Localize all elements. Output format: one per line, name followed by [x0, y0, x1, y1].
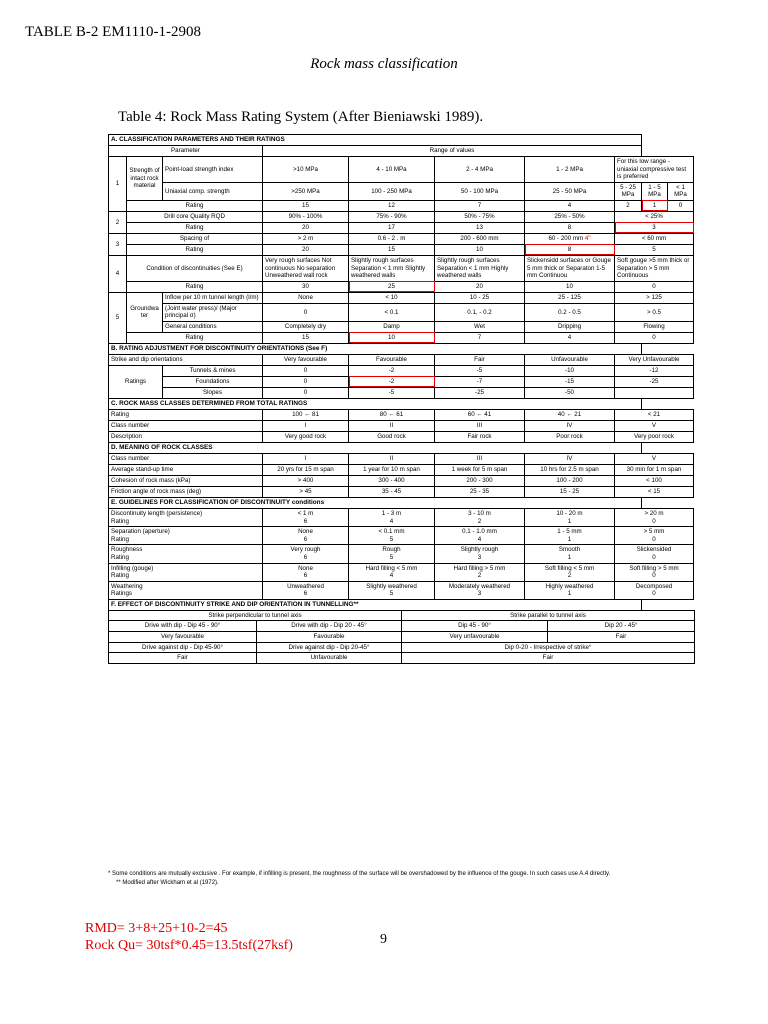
table-cell: >250 MPa: [263, 182, 349, 200]
table-cell: Very favourable: [263, 354, 349, 365]
table-cell: III: [435, 453, 525, 464]
table-cell: Very rough surfaces Not continuous No separation Unweathered wall rock: [263, 255, 349, 281]
table-row: [109, 409, 694, 420]
table-cell: 17: [349, 222, 435, 233]
table-cell: Slightly rough 3: [435, 545, 525, 563]
table-cell: -2: [349, 376, 435, 387]
table-cell: Rating: [127, 281, 263, 292]
table-cell: Foundations: [163, 376, 263, 387]
table-cell: Very good rock: [263, 431, 349, 442]
table-cell: II: [349, 453, 435, 464]
table-cell: Strength of intact rock material: [127, 157, 163, 201]
table-cell: Range of values: [263, 146, 642, 157]
table-cell: 10 - 25: [435, 292, 525, 303]
table-cell: Slickensidd surfaces or Gouge 5 mm thick or Separaton 1-5 mm Continuou: [525, 255, 615, 281]
table-cell: Slightly rough surfaces Separation < 1 mm Highly weathered walls: [435, 255, 525, 281]
table-cell: Dripping: [525, 321, 615, 332]
table-cell: 2 - 4 MPa: [435, 157, 525, 183]
table-cell: Fair rock: [435, 431, 525, 442]
table-cell: > 125: [615, 292, 694, 303]
table-cell: < 0.1: [349, 303, 435, 321]
table-cell: 10 hrs for 2.5 m span: [525, 464, 615, 475]
table-cell: -50: [525, 387, 615, 398]
table-cell: 4 - 10 MPa: [349, 157, 435, 183]
table-cell: 1: [642, 200, 668, 211]
table-row: [109, 365, 694, 376]
table-row: [109, 398, 694, 409]
table-row: [109, 200, 694, 211]
section-header: A. CLASSIFICATION PARAMETERS AND THEIR RATINGS: [109, 135, 642, 146]
table-cell: 7: [435, 200, 525, 211]
table-row: [109, 343, 694, 354]
table-cell: Unweathered 6: [263, 581, 349, 599]
table-cell: Drill core Quality RQD: [127, 211, 263, 222]
table-cell: < 0.1 mm 5: [349, 527, 435, 545]
table-cell: Favourable: [257, 632, 402, 643]
table-cell: 4: [525, 332, 615, 343]
table-cell: Hard filling < 5 mm 4: [349, 563, 435, 581]
table-cell: < 100: [615, 475, 694, 486]
table-cell: < 60 mm: [615, 233, 694, 244]
table-cell: General conditions: [163, 321, 263, 332]
table-cell: Condition of discontinuities (See E): [127, 255, 263, 281]
table-cell: 0: [668, 200, 694, 211]
table-cell: Dip 0-20 - Irrespective of strike°: [402, 642, 695, 653]
table-cell: Smooth 1: [525, 545, 615, 563]
table-cell: Dip 45 - 90°: [402, 621, 548, 632]
table-cell: I: [263, 453, 349, 464]
table-cell: 0.1, - 0.2: [435, 303, 525, 321]
table-cell: Parameter: [109, 146, 263, 157]
table-cell: [615, 387, 694, 398]
table-cell: 25: [349, 281, 435, 292]
table-row: [109, 431, 694, 442]
table-cell: Uniaxial comp. strength: [163, 182, 263, 200]
table-row: [109, 233, 694, 244]
table-row: [109, 527, 694, 545]
table-cell: Class number: [109, 420, 263, 431]
table-cell: Slopes: [163, 387, 263, 398]
table-cell: II: [349, 420, 435, 431]
table-cell: Average stand-up time: [109, 464, 263, 475]
section-f-table: [108, 610, 695, 664]
section-header: C. ROCK MASS CLASSES DETERMINED FROM TOTAL RATINGS: [109, 398, 642, 409]
table-cell: < 25%: [615, 211, 694, 222]
table-cell: 3 - 10 m 2: [435, 508, 525, 526]
table-cell: Discontinuity length (persistence) Rating: [109, 508, 263, 526]
table-cell: Rating: [127, 244, 263, 255]
table-cell: Cohesion of rock mass (kPa): [109, 475, 263, 486]
table-cell: 0: [615, 281, 694, 292]
table-cell: Soft gouge >5 mm thick or Separation > 5 mm Continuous: [615, 255, 694, 281]
table-cell: > 400: [263, 475, 349, 486]
table-cell: Very Unfavourable: [615, 354, 694, 365]
section-header: F. EFFECT OF DISCONTINUITY STRIKE AND DIP ORIENTATION IN TUNNELLING**: [109, 599, 642, 610]
table-cell: Damp: [349, 321, 435, 332]
table-cell: 15: [349, 244, 435, 255]
table-cell: Highly weathered 1: [525, 581, 615, 599]
table-cell: 1 - 5 mm 1: [525, 527, 615, 545]
table-cell: 80 ← 61: [349, 409, 435, 420]
table-cell: Infilling (gouge) Rating: [109, 563, 263, 581]
table-cell: Dip 20 - 45°: [548, 621, 695, 632]
table-cell: -2: [349, 365, 435, 376]
table-cell: 8: [525, 222, 615, 233]
table-cell: None 6: [263, 563, 349, 581]
table-cell: Drive with dip - Dip 45 - 90°: [109, 621, 257, 632]
table-row: [109, 642, 695, 653]
table-cell: 1: [109, 157, 127, 212]
table-cell: Rough 5: [349, 545, 435, 563]
table-cell: -12: [615, 365, 694, 376]
page-number: 9: [380, 932, 387, 947]
table-cell: 8: [525, 244, 615, 255]
table-row: [109, 610, 695, 621]
table-cell: 2: [615, 200, 642, 211]
table-cell: None 6: [263, 527, 349, 545]
table-cell: -7: [435, 376, 525, 387]
table-cell: 1 year for 10 m span: [349, 464, 435, 475]
table-cell: 100 ← 81: [263, 409, 349, 420]
table-cell: IV: [525, 420, 615, 431]
table-cell: Strike perpendicular to tunnel axis: [109, 610, 402, 621]
table-cell: 0: [615, 332, 694, 343]
table-cell: > 2 m: [263, 233, 349, 244]
table-row: [109, 497, 694, 508]
table-cell: 10: [349, 332, 435, 343]
table-cell: 200 - 300: [435, 475, 525, 486]
table-cell: 20: [263, 222, 349, 233]
table-cell: 5 - 25 MPa: [615, 182, 642, 200]
table-cell: Drive against dip - Dip 20-45°: [257, 642, 402, 653]
table-cell: -5: [349, 387, 435, 398]
table-row: [109, 442, 694, 453]
table-cell: Unfavourable: [525, 354, 615, 365]
table-cell: 60 ← 41: [435, 409, 525, 420]
table-cell: 100 - 200: [525, 475, 615, 486]
table-cell: 20: [435, 281, 525, 292]
table-cell: Spacing of: [127, 233, 263, 244]
table-cell: 200 - 600 mm: [435, 233, 525, 244]
table-row: [109, 157, 694, 183]
table-cell: Very favourable: [109, 632, 257, 643]
table-cell: Fair: [548, 632, 695, 643]
table-cell: (Joint water press)/ (Major principal σ): [163, 303, 263, 321]
rock-qu-calculation: Rock Qu= 30tsf*0.45=13.5tsf(27ksf): [85, 938, 293, 953]
table-row: [109, 621, 695, 632]
table-cell: Favourable: [349, 354, 435, 365]
table-cell: 25 - 50 MPa: [525, 182, 615, 200]
rmd-calculation: RMD= 3+8+25+10-2=45: [85, 921, 228, 936]
table-cell: 0: [263, 365, 349, 376]
table-cell: Groundwa ter: [127, 292, 163, 332]
table-cell: Hard filling > 5 mm 2: [435, 563, 525, 581]
table-cell: Strike and dip orientations: [109, 354, 263, 365]
footnote-1: * Some conditions are mutually exclusive . For example, if infilling is present, the roughness of the surface will be overshadowed by the influence of the gouge. In such cases use A.4 directly.: [108, 871, 611, 877]
table-row: [109, 545, 694, 563]
footnote-2: ** Modified after Wickham et al (1972).: [116, 880, 219, 886]
table-cell: Slightly weathered 5: [349, 581, 435, 599]
table-cell: Moderately weathered 3: [435, 581, 525, 599]
table-cell: 1 - 3 m 4: [349, 508, 435, 526]
table-cell: III: [435, 420, 525, 431]
table-row: [109, 486, 694, 497]
table-row: [109, 376, 694, 387]
table-row: [109, 420, 694, 431]
table-row: [109, 453, 694, 464]
table-cell: I: [263, 420, 349, 431]
table-cell: > 5 mm 0: [615, 527, 694, 545]
table-cell: Rating: [109, 409, 263, 420]
table-cell: 15 - 25: [525, 486, 615, 497]
table-cell: 50% - 75%: [435, 211, 525, 222]
table-cell: Drive against dip - Dip 45-90°: [109, 642, 257, 653]
table-cell: Fair: [435, 354, 525, 365]
table-cell: Very rough 6: [263, 545, 349, 563]
table-cell: 4: [525, 200, 615, 211]
table-title: Table 4: Rock Mass Rating System (After Bieniawski 1989).: [118, 109, 484, 125]
table-cell: 3: [615, 222, 694, 233]
table-cell: -10: [525, 365, 615, 376]
table-cell: 30 min for 1 m span: [615, 464, 694, 475]
table-cell: 10: [525, 281, 615, 292]
table-row: [109, 563, 694, 581]
table-row: [109, 581, 694, 599]
table-cell: Rating: [127, 222, 263, 233]
table-cell: Friction angle of rock mass (deg): [109, 486, 263, 497]
table-row: [109, 255, 694, 281]
table-cell: 0.1 - 1.0 mm 4: [435, 527, 525, 545]
table-cell: 4: [109, 255, 127, 292]
section-header: E. GUIDELINES FOR CLASSIFICATION OF DISCONTINUITY conditions: [109, 497, 642, 508]
table-cell: 5: [109, 292, 127, 343]
table-cell: < 10: [349, 292, 435, 303]
table-cell: Tunnels & mines: [163, 365, 263, 376]
table-cell: Rating: [127, 332, 263, 343]
table-cell: 2: [109, 211, 127, 233]
table-cell: Wet: [435, 321, 525, 332]
table-row: [109, 387, 694, 398]
table-cell: Very poor rock: [615, 431, 694, 442]
table-cell: None: [263, 292, 349, 303]
table-cell: 25 - 35: [435, 486, 525, 497]
table-row: [109, 303, 694, 321]
table-cell: > 20 m 0: [615, 508, 694, 526]
table-cell: 90% - 100%: [263, 211, 349, 222]
table-row: [109, 135, 694, 146]
table-cell: -15: [525, 376, 615, 387]
table-cell: < 15: [615, 486, 694, 497]
table-cell: 60 - 200 mm 4": [525, 233, 615, 244]
table-cell: -5: [435, 365, 525, 376]
table-cell: -25: [435, 387, 525, 398]
table-cell: Point-load strength index: [163, 157, 263, 183]
table-row: [109, 292, 694, 303]
table-cell: 75% - 90%: [349, 211, 435, 222]
table-cell: 40 ← 21: [525, 409, 615, 420]
table-cell: 0: [263, 303, 349, 321]
table-cell: 3: [109, 233, 127, 255]
section-header: D. MEANING OF ROCK CLASSES: [109, 442, 642, 453]
table-cell: 7: [435, 332, 525, 343]
table-row: [109, 222, 694, 233]
table-cell: 25% - 50%: [525, 211, 615, 222]
table-cell: Class number: [109, 453, 263, 464]
rmr-table-container: [108, 134, 694, 664]
document-subtitle: Rock mass classification: [310, 56, 458, 72]
table-cell: 35 - 45: [349, 486, 435, 497]
table-cell: 13: [435, 222, 525, 233]
section-header: B. RATING ADJUSTMENT FOR DISCONTINUITY ORIENTATIONS (See F): [109, 343, 642, 354]
table-cell: For this low range - uniaxial compressive test is preferred: [615, 157, 694, 183]
table-cell: 25 - 125: [525, 292, 615, 303]
table-row: [109, 146, 694, 157]
table-cell: 12: [349, 200, 435, 211]
table-cell: Separation (aperture) Rating: [109, 527, 263, 545]
table-cell: Rating: [127, 200, 263, 211]
table-cell: Fair: [109, 653, 257, 664]
table-cell: Roughness Rating: [109, 545, 263, 563]
table-cell: V: [615, 453, 694, 464]
table-row: [109, 244, 694, 255]
table-row: [109, 464, 694, 475]
table-cell: 300 - 400: [349, 475, 435, 486]
table-cell: Slightly rough surfaces Separation < 1 mm Slightly weathered walls: [349, 255, 435, 281]
table-cell: Decomposed 0: [615, 581, 694, 599]
table-cell: 50 - 100 MPa: [435, 182, 525, 200]
table-row: [109, 653, 695, 664]
table-cell: Drive with dip - Dip 20 - 45°: [257, 621, 402, 632]
table-cell: 1 - 5 MPa: [642, 182, 668, 200]
table-cell: 10 - 20 m 1: [525, 508, 615, 526]
table-cell: Completely dry: [263, 321, 349, 332]
table-cell: Flowing: [615, 321, 694, 332]
table-cell: Ratings: [109, 365, 163, 398]
table-cell: 1 - 2 MPa: [525, 157, 615, 183]
table-cell: < 21: [615, 409, 694, 420]
table-cell: Unfavourable: [257, 653, 402, 664]
table-row: [109, 182, 694, 200]
table-cell: Slickensided 0: [615, 545, 694, 563]
table-cell: 20 yrs for 15 m span: [263, 464, 349, 475]
table-cell: Soft filling < 5 mm 2: [525, 563, 615, 581]
table-cell: V: [615, 420, 694, 431]
table-cell: 10: [435, 244, 525, 255]
table-cell: > 45: [263, 486, 349, 497]
document-header: TABLE B-2 EM1110-1-2908: [25, 24, 202, 40]
table-cell: 0: [263, 387, 349, 398]
table-row: [109, 475, 694, 486]
table-cell: IV: [525, 453, 615, 464]
table-cell: >10 MPa: [263, 157, 349, 183]
table-row: [109, 211, 694, 222]
table-cell: 0.2 - 0.5: [525, 303, 615, 321]
table-cell: Inflow per 10 m tunnel length (l/m): [163, 292, 263, 303]
table-cell: < 1 m 6: [263, 508, 349, 526]
table-row: [109, 508, 694, 526]
table-cell: 100 - 250 MPa: [349, 182, 435, 200]
table-cell: Weathering Ratings: [109, 581, 263, 599]
table-cell: 1 week for 5 m span: [435, 464, 525, 475]
table-cell: Very unfavourable: [402, 632, 548, 643]
table-cell: < 1 MPa: [668, 182, 694, 200]
table-row: [109, 321, 694, 332]
table-row: [109, 632, 695, 643]
footnotes: [108, 870, 708, 888]
table-cell: 0: [263, 376, 349, 387]
table-cell: Poor rock: [525, 431, 615, 442]
table-cell: Strike parallel to tunnel axis: [402, 610, 695, 621]
table-cell: Good rock: [349, 431, 435, 442]
table-row: [109, 332, 694, 343]
table-row: [109, 281, 694, 292]
table-cell: 15: [263, 332, 349, 343]
table-cell: -25: [615, 376, 694, 387]
table-cell: 0.6 - 2 . m: [349, 233, 435, 244]
table-row: [109, 354, 694, 365]
table-cell: 5: [615, 244, 694, 255]
table-cell: 30: [263, 281, 349, 292]
table-cell: Fair: [402, 653, 695, 664]
table-cell: 15: [263, 200, 349, 211]
table-row: [109, 599, 694, 610]
rmr-table: [108, 134, 694, 611]
table-cell: Soft filling > 5 mm 0: [615, 563, 694, 581]
table-cell: > 0.5: [615, 303, 694, 321]
table-cell: 20: [263, 244, 349, 255]
table-cell: Description: [109, 431, 263, 442]
